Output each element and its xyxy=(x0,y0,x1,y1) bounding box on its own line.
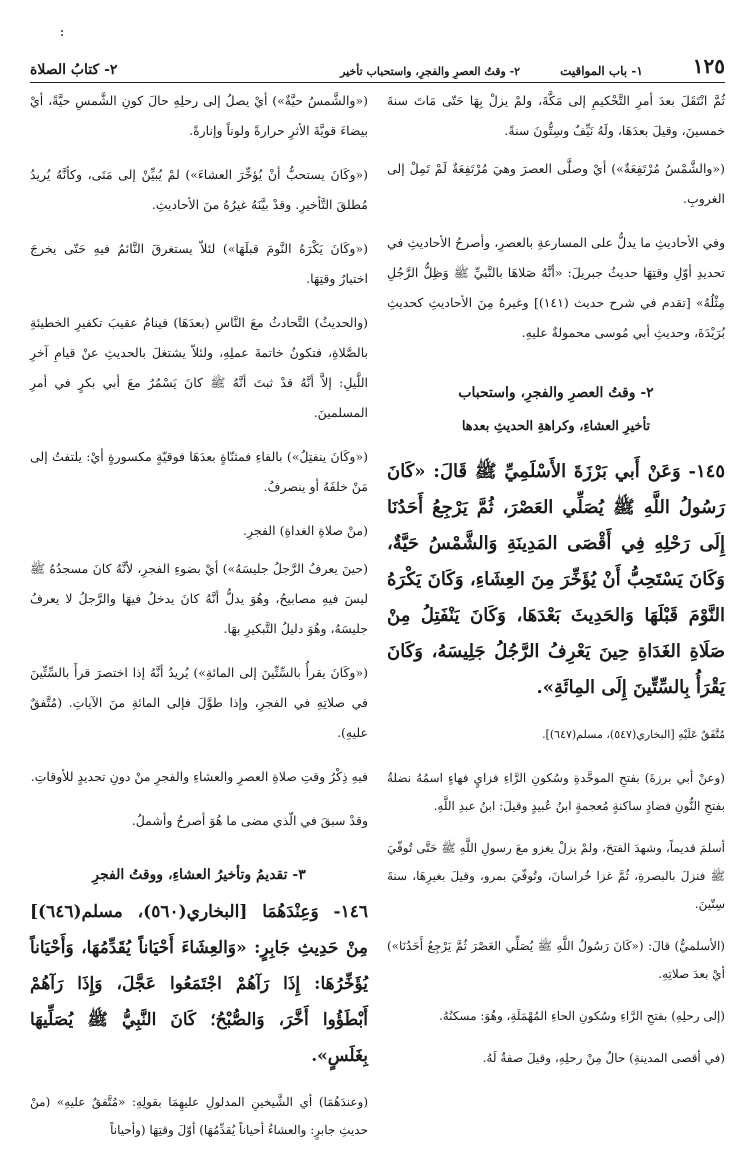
commentary-paragraph: («وكَانَ يقرأُ بالسِّتِّينَ إلى المائةِ») يُريدُ أنَّهُ إذا اختصرَ قرأَ بالسِّتِّينَ في صلاتِهِ في الفجرِ، وإذا طوَّلَ فإلى المائةِ منَ الآياتِ. (مُتَّفقٌ عليهِ). xyxy=(30,665,368,740)
commentary-paragraph: («والشَّمْسُ مُرْتَفِعَةٌ») أيْ وصلَّى العصرَ وهيَ مُرْتَفِعَةٌ لَمْ تَمِلْ إلى الغروبِ. xyxy=(387,161,725,206)
commentary-paragraph: («وكَانَ يَكْرَهُ النَّومَ قبلَهَا») لئلاّ يستغرقَ النَّائمُ فيهِ حَتّى يخرجَ اختيارُ وقتِهَا. xyxy=(30,241,368,286)
commentary-paragraph: (منْ صلاةِ الغداةِ) الفجرِ. xyxy=(243,523,368,538)
left-column xyxy=(30,86,368,1158)
hadith-text: ١٤٦- وَعِنْدَهُمَا [البخاري(٥٦٠)، مسلم(٦٤٦)] مِنْ حَدِيثِ جَابِرٍ: «وَالعِشَاءَ أَحْيَاناً يُقَدِّمُهَا، وَأَحْيَاناً يُؤَخِّرُهَا: إِذَا رَآهُمْ اجْتَمَعُوا عَجَّلَ، وَإِذَا رَآهُمْ أَبْطَؤُوا أَخَّرَ، وَالصُّبْحُ؛ كَانَ النَّبِيُّ ﷺ يُصَلِّيهَا بِغَلَسٍ». xyxy=(30,902,368,1066)
commentary-paragraph: ثُمَّ انْتَقَلَ بعدَ أمرِ التَّحْكيمِ إلى مَكَّةَ، ولمْ يزلْ بِهَا حَتّى مَاتَ سنةَ خمسينَ، وقيلَ بعدَهَا، ولَهُ نَيِّفٌ وسِتُّونَ سنةً. xyxy=(387,93,725,138)
commentary-note: (في أقصى المدينةِ) حالٌ مِنْ رحلِهِ، وقيلَ صفةٌ لَهُ. xyxy=(482,1051,725,1065)
commentary-note: (وعندَهُمَا) أي الشَّيخينِ المدلولِ عليهِمَا بقولِهِ: «مُتَّفقٌ عليهِ» (منْ حديثِ جابرٍ: والعشاءُ أحياناً يُقدِّمُهَا) أوّلَ وقتِهَا (وأحياناً xyxy=(30,1095,368,1137)
commentary-paragraph: («وكَانَ يستحبُّ أنْ يُؤخِّرَ العشاءَ») لمْ يُبيِّنْ إلى مَتَى، وكأنَّهُ يُريدُ مُطلقَ التَّأخيرِ. وقدْ بيَّنَهُ غيرُهُ منَ الأحاديثِ. xyxy=(30,167,368,212)
hadith-text: ١٤٥- وَعَنْ أَبي بَرْزَةَ الأَسْلَمِيِّ ﷺ قَالَ: «كَانَ رَسُولُ اللَّهِ ﷺ يُصَلِّي العَصْرَ، ثُمَّ يَرْجِعُ أَحَدُنَا إِلَى رَحْلِهِ فِي أَقْصَى المَدِينَةِ وَالشَّمْسُ حَيَّةٌ، وَكَانَ يَسْتَحِبُّ أَنْ يُؤَخِّرَ مِنَ العِشَاءِ، وَكَانَ يَكْرَهُ النَّوْمَ قَبْلَهَا وَالحَدِيثَ بَعْدَهَا، وَكَانَ يَنْفَتِلُ مِنْ صَلَاةِ الغَدَاةِ حِينَ يَعْرِفُ الرَّجُلُ جَلِيسَهُ، وَكَانَ يَقْرَأُ بِالسِّتِّينَ إِلَى المِائَةِ». xyxy=(387,461,725,698)
commentary-paragraph: («وكَانَ ينفتِلُ») بالفاءِ فمثنّاةٍ بعدَهَا فوقيّةٍ مكسورةٍ أيْ: يلتفتُ إلى مَنْ خلفَهُ أو ينصرفُ. xyxy=(30,449,368,494)
hadith-source: مُتَّفَقٌ عَلَيْهِ [البخاري(٥٤٧)، مسلم(٦٤٧)]. xyxy=(542,728,725,741)
commentary-note: (وعنْ أبي برزةَ) بفتحِ الموحَّدةِ وسُكونِ الرَّاءِ فزايٍ فهاءٍ اسمُهُ نضلةُ بفتحِ النُّونِ فضادٍ ساكنةٍ مُعجمةٍ ابنُ عُبيدٍ وقيلَ: ابنُ عبدِ اللَّهِ. xyxy=(387,771,725,813)
commentary-paragraph: وقدْ سبقَ في الّذي مضى ما هُوَ أصرحُ وأشملُ. xyxy=(131,813,368,828)
chapter-heading: ١- باب المواقيت xyxy=(560,64,643,78)
commentary-paragraph: وفي الأحاديثِ ما يدلُّ على المسارعةِ بالعصرِ، وأصرحُ الأحاديثِ في تحديدِ أوّلِ وقتِهَا حديثُ جبريلَ: «أنَّهُ صَلاهَا بالنَّبيِّ ﷺ وَظِلُّ الرَّجُلِ مِثْلُهُ» [تقدم في شرح حديث (١٤١)] وغيرهُ مِنَ الأحاديثِ كحديثِ بُرَيْدَةَ، وحديثِ أبي مُوسى محمولةٌ عليهِ. xyxy=(387,235,725,340)
commentary-note: (الأسلميُّ) قالَ: («كَانَ رَسُولُ اللَّهِ ﷺ يُصَلِّي العَصْرَ ثُمَّ يَرْجِعُ أَحَدُنَا») أيْ بعدَ صلاتِهِ. xyxy=(387,939,725,981)
running-header xyxy=(30,48,725,83)
right-column xyxy=(387,86,725,1086)
commentary-paragraph: (حينَ يعرفُ الرَّجلُ جليسَهُ») أيْ بضوءِ الفجرِ، لأنَّهُ كانَ مسجدُهُ ﷺ ليسَ فيهِ مصابيحُ، وهُوَ يدلُّ أنَّهُ كانَ يدخلُ فيهَا والرَّجلُ لا يعرفُ جليسَهُ، وهُوَ دليلُ التَّبكيرِ بهَا. xyxy=(30,561,368,636)
corner-mark xyxy=(60,22,64,30)
section-subtitle: تأخيرِ العشاءِ، وكراهةِ الحديثِ بعدها xyxy=(461,419,651,434)
commentary-paragraph: («والشَّمسُ حيَّةٌ») أيْ يصلُ إلى رحلِهِ حالَ كونِ الشَّمسِ حيَّةً، أيْ بيضاءَ قويَّةَ الأثرِ حرارةً ولوناً وإنارةً. xyxy=(30,93,368,138)
section-title: ٢- وقتُ العصرِ والفجرِ، واستحباب xyxy=(458,385,654,401)
page-number: ١٢٥ xyxy=(692,54,725,78)
commentary-paragraph: (والحديثُ) التَّحادثُ معَ النَّاسِ (بعدَهَا) فينامُ عقيبَ تكفيرِ الخطيئةِ بالصَّلاةِ، فتكونُ خاتمةَ عملِهِ، ولئلاّ يشتغلَ بالحديثِ عنْ قيامِ آخرِ اللَّيلِ: إلاَّ أنَّهُ قدْ ثبتَ أنَّهُ ﷺ كانَ يَسْمُرُ معَ أبي بكرٍ في أمرِ المسلمينَ. xyxy=(30,315,368,420)
commentary-paragraph: فيهِ ذِكْرُ وقتِ صلاةِ العصرِ والعشاءِ والفجرِ منْ دونِ تحديدٍ للأوقاتِ. xyxy=(30,769,368,784)
section-title: ٣- تقديمُ وتأخيرُ العشاءِ، ووقتُ الفجرِ xyxy=(92,867,306,883)
section-heading: ٢- وقتُ العصرِ والفجرِ، واستحباب تأخير xyxy=(340,65,521,78)
commentary-note: (إلى رحلِهِ) بفتحِ الرَّاءِ وسُكونِ الحاءِ المُهْمَلَةِ، وهُوَ: مسكنُهُ. xyxy=(438,1009,725,1023)
commentary-note: أسلمَ قديماً، وشهدَ الفتحَ، ولمْ يزلْ يغزو معَ رسولِ اللَّهِ ﷺ حَتَّى تُوفّيَ ﷺ فنزلَ بالبصرةِ، ثُمَّ غزا خُراسانَ، وتُوفّيَ بمرو، وقيلَ بغيرِهَا، سنةَ سِتّينَ. xyxy=(387,841,725,911)
book-heading: ٢- كتابُ الصلاة xyxy=(30,62,118,78)
